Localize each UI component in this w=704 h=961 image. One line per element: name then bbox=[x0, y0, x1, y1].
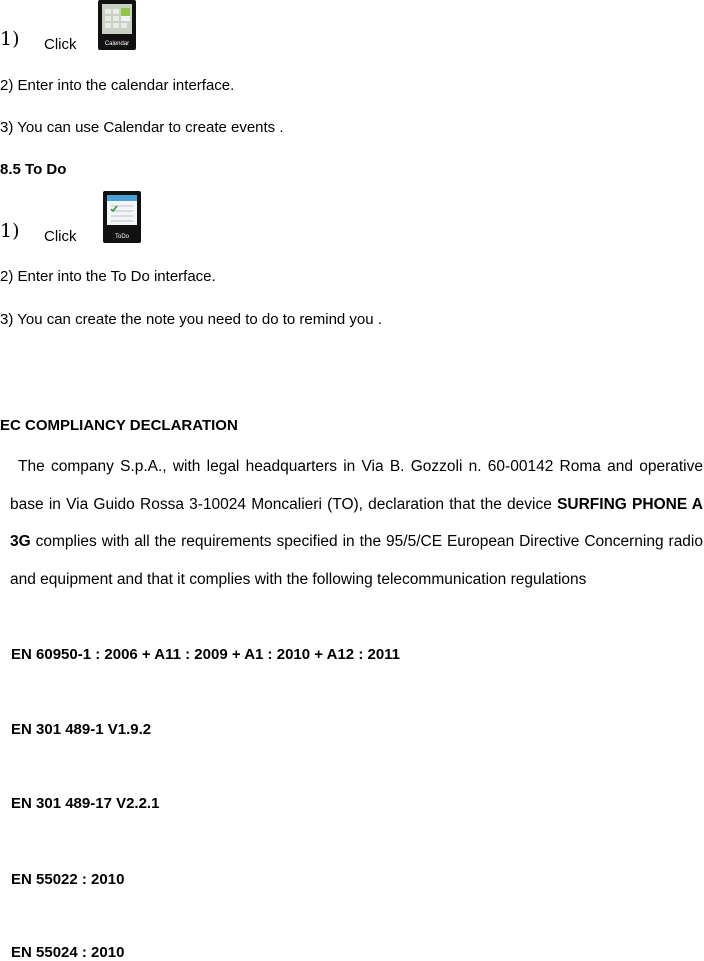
step-number: 1) bbox=[0, 28, 20, 50]
calendar-icon-caption: Calendar bbox=[104, 41, 130, 47]
calendar-step-2: 2) Enter into the calendar interface. bbox=[0, 77, 235, 94]
declaration-text-2: complies with all the requirements specified in the 95/5/CE European Directive Concerning radio and equipment and that it complies with the following telecommunication regulations bbox=[10, 533, 703, 588]
calendar-icon bbox=[102, 4, 132, 34]
todo-step-3: 3) You can create the note you need to do to remind you . bbox=[0, 311, 382, 328]
todo-app-icon[interactable] bbox=[103, 191, 141, 243]
declaration-paragraph bbox=[10, 448, 703, 598]
todo-step-1 bbox=[0, 222, 20, 242]
step-number: 1) bbox=[0, 220, 20, 242]
standard-item: EN 301 489-1 V1.9.2 bbox=[11, 721, 152, 738]
notepad-icon bbox=[107, 195, 137, 225]
click-label: Click bbox=[44, 228, 77, 245]
standard-item: EN 60950-1 : 2006 + A11 : 2009 + A1 : 2010 + A12 : 2011 bbox=[11, 646, 401, 663]
calendar-step-3: 3) You can use Calendar to create events . bbox=[0, 119, 284, 136]
declaration-text-1: The company S.p.A., with legal headquarters in Via B. Gozzoli n. 60-00142 Roma and operative base in Via Guido Rossa 3-10024 Moncalieri (TO), declaration that the device bbox=[10, 458, 703, 513]
click-label: Click bbox=[44, 36, 77, 53]
calendar-step-1 bbox=[0, 30, 20, 50]
standard-item: EN 55022 : 2010 bbox=[11, 871, 125, 888]
calendar-app-icon[interactable] bbox=[98, 0, 136, 50]
todo-icon-caption: ToDo bbox=[114, 234, 129, 240]
todo-step-2: 2) Enter into the To Do interface. bbox=[0, 268, 216, 285]
standard-item: EN 301 489-17 V2.2.1 bbox=[11, 795, 160, 812]
todo-heading: 8.5 To Do bbox=[0, 161, 67, 178]
standard-item: EN 55024 : 2010 bbox=[11, 944, 125, 961]
declaration-heading: EC COMPLIANCY DECLARATION bbox=[0, 417, 238, 434]
device-name: SURFING PHONE A 3G bbox=[10, 495, 703, 550]
